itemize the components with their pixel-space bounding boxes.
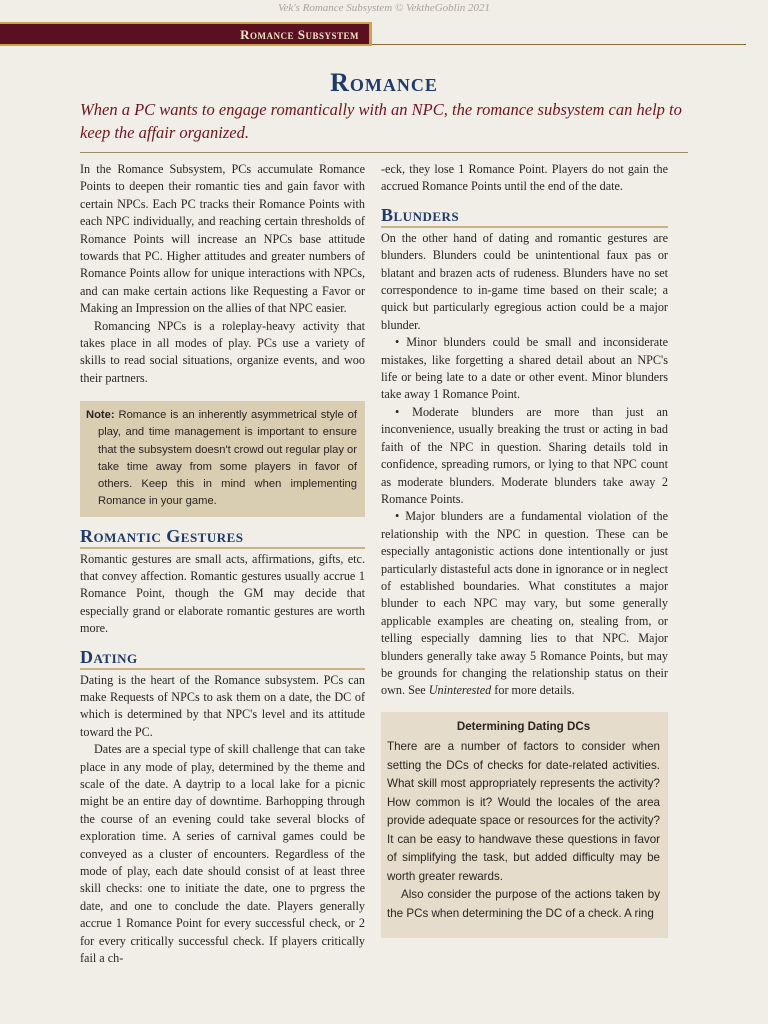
section-header-bar — [0, 22, 372, 46]
left-column — [80, 161, 365, 967]
romantic-gestures-heading: Romantic Gestures — [80, 525, 365, 549]
moderate-blunders-item: • Moderate blunders are more than just an inconvenience, usually breaking the trust or acting in bad faith of the NPC in question. Sharing details told in confidence, spreading rumors, or lying to that NPC count as moderate blunders. Moderate blunders take away 2 Romance Points. — [381, 404, 668, 506]
minor-blunders-item: • Minor blunders could be small and inconsiderate mistakes, like forgetting a shared detail about an NPC's life or being late to a date or other event. Minor blunders take away 1 Romance Point. — [381, 335, 668, 402]
sidebar-paragraph-1: There are a number of factors to consider when setting the DCs of checks for date-related activities. What skill most appropriately represents the activity? How common is it? Would the locales of the area provide adequate space or resources for the activity? It can be easy to handwave these questions in favor of simplifying the task, but added difficulty may be worth greater rewards. — [387, 740, 660, 883]
sidebar-title: Determining Dating DCs — [456, 719, 591, 733]
dating-heading: Dating — [80, 646, 365, 670]
major-blunders-text-a: • Major blunders are a fundamental violation of the relationship with the NPC in question. These can be especially antagonistic actions done intentionally or just particularly distasteful acts done in ignorance or in neglect of established boundaries. What constitutes a major blunder to each NPC may vary, but some generally applicable examples are cheating on, stealing from, or telling especially damning lies to that NPC. Major blunders generally take away 5 Romance Points, but may be grounds for changing the relationship status on their own. See — [381, 509, 668, 698]
note-text: Romance is an inherently asymmetrical style of play, and time management is important to ensure that the subsystem doesn't crowd out regular play or take time away from some players in favor of others. Keep this in mind when implementing Romance in your game. — [98, 409, 357, 508]
blunders-paragraph-1: On the other hand of dating and romantic gestures are blunders. Blunders could be unintentional faux pas or blatant and brazen acts of rudeness. Blunders have no set correspondence to in-game time based on their scale; a quick but particularly egregious action could be a major blunder. — [381, 230, 668, 332]
note-label: Note: — [86, 409, 115, 422]
dating-dcs-sidebar — [381, 712, 668, 938]
sidebar-paragraph-2: Also consider the purpose of the actions taken by the PCs when determining the DC of a check. A ring — [387, 888, 660, 920]
major-blunders-item — [381, 508, 668, 699]
intro-paragraph-2: Romancing NPCs is a roleplay-heavy activity that takes place in all modes of play. PCs use a variety of skills to read social situations, organize events, and woo their partners. — [80, 318, 365, 385]
blunders-heading: Blunders — [381, 204, 668, 228]
right-column — [381, 161, 668, 938]
dating-paragraph-2: Dates are a special type of skill challenge that can take place in any mode of play, determined by the theme and scale of the date. A daytrip to a local lake for a picnic might be an entire day of downtime. Barhopping through the course of an evening could take several blocks of exploration time. A series of carnival games could be conveyed as a cluster of encounters. Regardless of the mode of play, each date should consist of at least three skill checks: one to initiate the date, one to prgress the date, and one to conclude the date. Players generally accrue 1 Romance Point for every successful check, or 2 for every critically successful check. If players critically fail a ch- — [80, 742, 365, 966]
copyright-watermark: Vek's Romance Subsystem © VektheGoblin 2021 — [277, 2, 491, 14]
intro-paragraph-1: In the Romance Subsystem, PCs accumulate Romance Points to deepen their romantic ties and gain favor with certain NPCs. Each PC tracks their Romance Points with each NPC individually, and reaching certain thresholds of Romance Points will increase an NPCs base attitude towards that PC. Higher attitudes and greater numbers of Romance Points allow for unique interactions with NPCs, and can make certain actions like Requesting a Favor or Making an Impression on the allies of that NPC easier. — [80, 162, 365, 316]
continued-paragraph: -eck, they lose 1 Romance Point. Players do not gain the accrued Romance Points until the end of the date. — [381, 162, 668, 194]
page-subtitle: When a PC wants to engage romantically with an NPC, the romance subsystem can help to keep the affair organized. — [80, 100, 682, 142]
page-title: Romance — [330, 68, 438, 97]
major-blunders-text-b: for more details. — [491, 683, 575, 698]
title-divider — [80, 152, 688, 153]
section-header-label: Romance Subsystem — [240, 27, 359, 42]
note-box — [80, 401, 365, 516]
romantic-gestures-paragraph: Romantic gestures are small acts, affirmations, gifts, etc. that convey affection. Romantic gestures usually accrue 1 Romance Point, though the GM may decide that especially grand or elaborate romantic gestures are worth more. — [80, 551, 365, 636]
header-rule — [372, 44, 746, 45]
dating-paragraph-1: Dating is the heart of the Romance subsystem. PCs can make Requests of NPCs to ask them on a date, the DC of which is determined by that NPC's level and its attitude toward the PC. — [80, 672, 365, 739]
uninterested-reference: Uninterested — [428, 683, 492, 698]
